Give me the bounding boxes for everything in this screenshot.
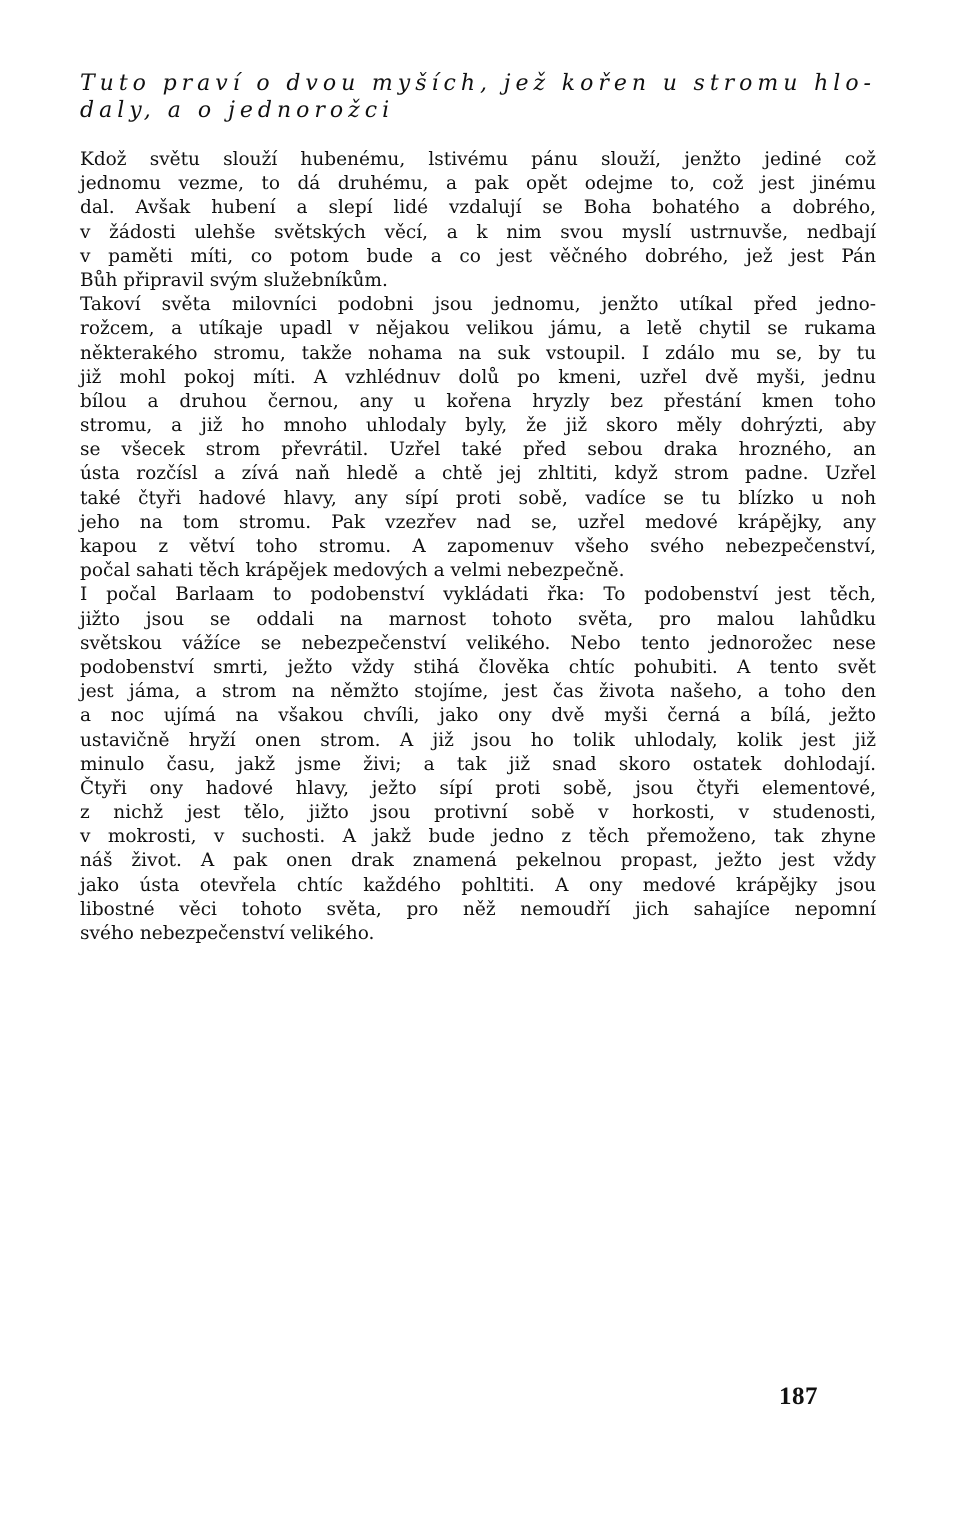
text-line: Bůh připravil svým služebníkům. <box>80 269 388 291</box>
text-line: náš život. A pak onen drak znamená pekelnou propast, ježto jest vždy <box>80 850 876 872</box>
text-line: jeho na tom stromu. Pak vzezřev nad se, uzřel medové krápějky, any <box>80 511 876 533</box>
text-line: svého nebezpečenství velikého. <box>80 923 375 944</box>
text-line: libostné věci tohoto světa, pro něž nemoudří jich sahajíce nepomní <box>80 898 876 920</box>
text-line: podobenství smrti, ježto vždy stihá člověka chtíc pohubiti. A tento svět <box>80 656 876 678</box>
text-line: kapou z větví toho stromu. A zapomenuv všeho svého nebezpečenství, <box>80 536 876 557</box>
text-line: v paměti míti, co potom bude a co jest věčného dobrého, jež jest Pán <box>80 245 876 267</box>
body-text <box>80 148 880 946</box>
text-line: v žádosti ulehše světských věcí, a k nim svou myslí ustrnuvše, nedbají <box>80 221 876 243</box>
text-line: jako ústa otevřela chtíc každého pohltiti. A ony medové krápějky jsou <box>80 874 876 896</box>
text-line: z nichž jest tělo, jižto jsou protivní sobě v horkosti, v studenosti, <box>80 802 876 824</box>
text-line: Kdož světu slouží hubenému, lstivému pánu slouží, jenžto jediné což <box>80 149 876 170</box>
text-line: Takoví světa milovníci podobni jsou jednomu, jenžto utíkal před jedno- <box>80 294 876 316</box>
text-line: jižto jsou se oddali na marnost tohoto světa, pro malou lahůdku <box>80 608 876 630</box>
text-line: ústa rozčísl a zívá naň hledě a chtě jej zhltiti, když strom padne. Uzřel <box>80 463 876 485</box>
text-line: minulo času, jakž jsme živi; a tak již snad skoro ostatek dohlodají. <box>80 753 876 775</box>
text-line: a noc ujímá na všakou chvíli, jako ony dvě myši černá a bílá, ježto <box>80 705 876 727</box>
text-line: Čtyři ony hadové hlavy, ježto sípí proti sobě, jsou čtyři elementové, <box>80 777 876 799</box>
text-line: jednomu vezme, to dá druhému, a pak opět odejme to, což jest jinému <box>80 173 876 195</box>
text-line: ustavičně hryží onen strom. A již jsou ho tolik uhlodaly, kolik jest již <box>80 729 876 751</box>
text-line: některakého stromu, takže nohama na suk vstoupil. I zdálo mu se, by tu <box>80 342 876 364</box>
text-line: také čtyři hadové hlavy, any sípí proti sobě, vadíce se tu blízko u noh <box>80 487 876 509</box>
text-line: v mokrosti, v suchosti. A jakž bude jedno z těch přemoženo, tak zhyne <box>80 826 876 848</box>
text-line: jest jáma, a strom na němžto stojíme, jest čas života našeho, a toho den <box>80 681 876 703</box>
text-line: rožcem, a utíkaje upadl v nějakou velikou jámu, a letě chytil se rukama <box>80 318 876 340</box>
heading-line: daly, a o jednorožci <box>80 98 395 123</box>
page-number: 187 <box>779 1383 818 1410</box>
text-line: již mohl pokoj míti. A vzhlédnuv dolů po kmeni, uzřel dvě myši, jednu <box>80 366 876 388</box>
text-line: počal sahati těch krápějek medových a velmi nebezpečně. <box>80 560 625 582</box>
text-line: světskou vážíce se nebezpečenství velikého. Nebo tento jednorožec nese <box>80 632 876 654</box>
text-line: stromu, a již ho mnoho uhlodaly byly, že již skoro měly dohrýzti, aby <box>80 415 876 437</box>
heading-line: Tuto praví o dvou myších, jež kořen u stromu hlo- <box>80 71 876 96</box>
text-line: I počal Barlaam to podobenství vykládati řka: To podobenství jest těch, <box>80 584 876 606</box>
chapter-heading <box>80 70 880 124</box>
text-line: bílou a druhou černou, any u kořena hryzly bez přestání kmen toho <box>80 390 876 412</box>
text-line: dal. Avšak hubení a slepí lidé vzdalují se Boha bohatého a dobrého, <box>80 197 876 219</box>
text-line: se všecek strom převrátil. Uzřel také před sebou draka hrozného, an <box>80 439 876 461</box>
